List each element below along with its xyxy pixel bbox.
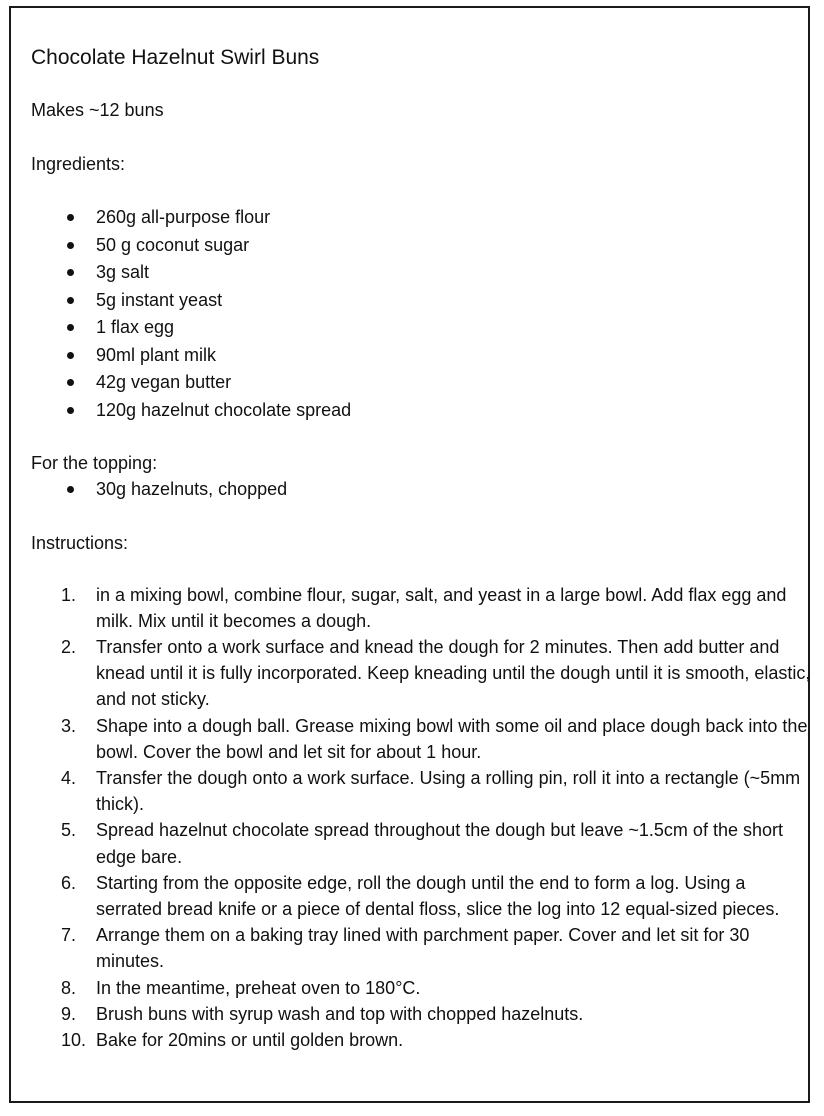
step-number: 6. [61,872,77,893]
step-text: Arrange them on a baking tray lined with parchment paper. Cover and let sit for 30 minutes. [96,925,750,972]
instruction-step [31,922,816,974]
instruction-step [31,817,816,869]
instruction-step [31,1001,816,1027]
step-number: 3. [61,715,77,736]
step-number: 4. [61,767,77,788]
instruction-step [31,975,816,1001]
yield-text: Makes ~12 buns [31,100,164,120]
ingredient-item [31,342,811,370]
step-text: Transfer the dough onto a work surface. Using a rolling pin, roll it into a rectangle (~5mm thick). [96,767,801,815]
bullet-icon [67,379,74,386]
ingredients-heading: Ingredients: [31,154,126,174]
ingredient-item [31,204,811,232]
recipe-title: Chocolate Hazelnut Swirl Buns [31,46,320,69]
bullet-icon [67,352,74,359]
ingredient-text: 5g instant yeast [96,289,223,310]
step-number: 8. [61,977,77,998]
instruction-step [31,870,816,922]
ingredient-text: 3g salt [96,262,150,282]
instruction-step [31,582,816,634]
recipe-content [31,44,811,1053]
topping-heading: For the topping: [31,453,158,473]
instruction-step [31,713,816,765]
step-number: 5. [61,820,77,841]
ingredient-item [31,232,811,260]
topping-list [31,476,811,504]
bullet-icon [67,297,74,304]
step-text: In the meantime, preheat oven to 180°C. [96,977,421,998]
step-text: Brush buns with syrup wash and top with chopped hazelnuts. [96,1003,584,1024]
document-frame [9,6,810,1103]
ingredients-list [31,204,811,424]
step-text: Starting from the opposite edge, roll the dough until the end to form a log. Using a serrated bread knife or a piece of dental floss, slice the log into 12 equal-sized pieces. [96,872,780,919]
step-text: Transfer onto a work surface and knead the dough for 2 minutes. Then add butter and knead until it is fully incorporated. Keep kneading until the dough until it is smooth, elastic, and not sticky. [96,636,811,710]
topping-text: 30g hazelnuts, chopped [96,479,288,499]
step-text: Spread hazelnut chocolate spread throughout the dough but leave ~1.5cm of the short edge bare. [96,820,783,867]
step-text: Bake for 20mins or until golden brown. [96,1029,404,1050]
bullet-icon [67,214,74,221]
bullet-icon [67,407,74,414]
ingredient-text: 50 g coconut sugar [96,234,250,255]
step-number: 1. [61,584,77,605]
ingredient-item [31,314,811,342]
instruction-step [31,1027,816,1053]
ingredient-text: 260g all-purpose flour [96,207,271,227]
ingredient-item [31,287,811,315]
bullet-icon [67,269,74,276]
ingredient-text: 120g hazelnut chocolate spread [96,399,352,420]
step-text: in a mixing bowl, combine flour, sugar, salt, and yeast in a large bowl. Add flax egg and milk. Mix until it becomes a dough. [96,584,787,631]
instruction-step [31,765,816,817]
step-number: 10. [61,1029,87,1050]
bullet-icon [67,486,74,493]
step-number: 7. [61,925,77,946]
bullet-icon [67,242,74,249]
bullet-icon [67,324,74,331]
ingredient-text: 42g vegan butter [96,372,232,392]
step-number: 9. [61,1003,77,1024]
ingredient-text: 1 flax egg [96,317,175,337]
instructions-heading: Instructions: [31,532,129,553]
step-number: 2. [61,636,77,657]
instruction-step [31,634,816,713]
instructions-list [31,582,811,1054]
ingredient-text: 90ml plant milk [96,344,217,365]
ingredient-item [31,259,811,287]
ingredient-item [31,397,811,425]
topping-item [31,476,811,504]
step-text: Shape into a dough ball. Grease mixing bowl with some oil and place dough back into the bowl. Cover the bowl and let sit for about 1 hour. [96,715,808,762]
ingredient-item [31,369,811,397]
